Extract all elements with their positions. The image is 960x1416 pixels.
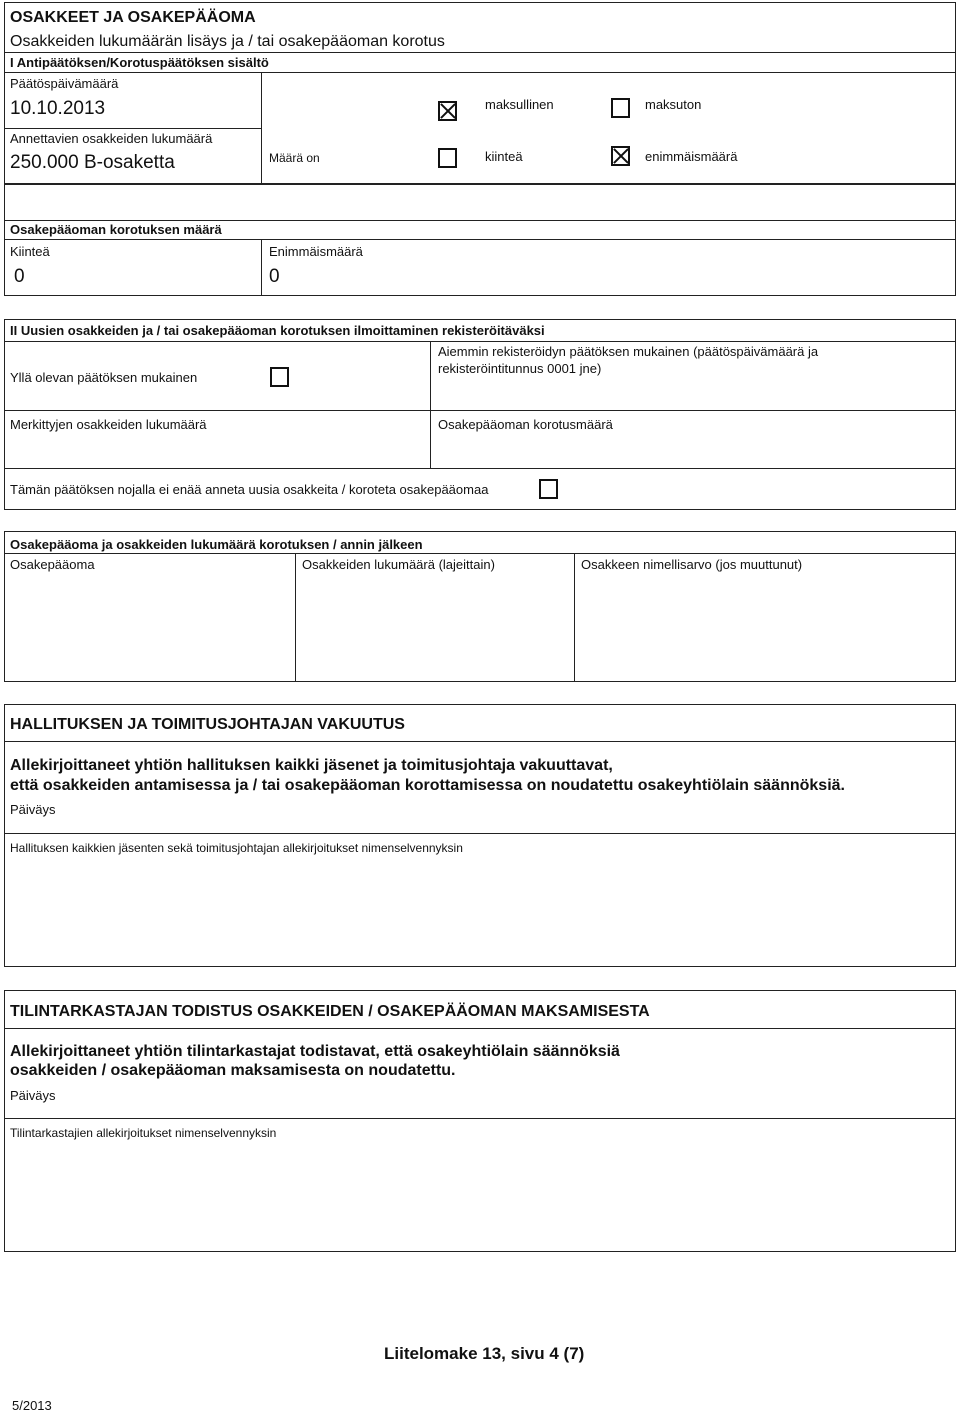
auditor-signatures-label: Tilintarkastajien allekirjoitukset nimenselvennyksin xyxy=(10,1126,277,1140)
board-text-line2: että osakkeiden antamisessa ja / tai osakepääoman korottamisessa on noudatettu osakeyhtiölain säännöksiä. xyxy=(10,777,845,794)
part-heading: I Antipäätöksen/Korotuspäätöksen sisältö xyxy=(10,55,269,70)
board-text-line1: Allekirjoittaneet yhtiön hallituksen kaikki jäsenet ja toimitusjohtaja vakuuttavat, xyxy=(10,757,613,774)
form-version: 5/2013 xyxy=(12,1398,52,1413)
divider xyxy=(4,833,956,834)
decision-date-value[interactable]: 10.10.2013 xyxy=(10,98,106,119)
capital-max-value[interactable]: 0 xyxy=(269,266,280,287)
auditor-heading: TILINTARKASTAJAN TODISTUS OSAKKEIDEN / OSAKEPÄÄOMAN MAKSAMISESTA xyxy=(10,1003,650,1020)
capital-fixed-value[interactable]: 0 xyxy=(14,266,25,287)
divider xyxy=(430,341,431,468)
board-heading: HALLITUKSEN JA TOIMITUSJOHTAJAN VAKUUTUS xyxy=(10,716,405,733)
divider xyxy=(4,128,261,129)
section-subtitle: Osakkeiden lukumäärän lisäys ja / tai osakepääoman korotus xyxy=(10,33,445,50)
divider xyxy=(4,72,956,73)
divider xyxy=(295,553,296,682)
earlier-decision-line1: Aiemmin rekisteröidyn päätöksen mukainen (päätöspäivämäärä ja xyxy=(438,344,819,359)
section-auditor-certificate xyxy=(4,990,956,1252)
auditor-text-line2: osakkeiden / osakepääoman maksamisesta on noudatettu. xyxy=(10,1062,456,1079)
section-board-declaration xyxy=(4,704,956,967)
registration-heading: II Uusien osakkeiden ja / tai osakepääoman korotuksen ilmoittaminen rekisteröitäväksi xyxy=(10,323,545,338)
max-checkbox[interactable] xyxy=(611,146,630,166)
divider xyxy=(4,220,956,221)
board-date-label: Päiväys xyxy=(10,802,56,817)
divider xyxy=(4,52,956,53)
divider xyxy=(4,468,956,469)
page-label: Liitelomake 13, sivu 4 (7) xyxy=(384,1344,585,1363)
col-share-count: Osakkeiden lukumäärä (lajeittain) xyxy=(302,557,495,572)
divider xyxy=(4,553,956,554)
above-decision-label: Yllä olevan päätöksen mukainen xyxy=(10,370,198,385)
auditor-text-line1: Allekirjoittaneet yhtiön tilintarkastajat todistavat, että osakeyhtiölain säännöksiä xyxy=(10,1043,620,1060)
capital-increase-heading: Osakepääoman korotuksen määrä xyxy=(10,222,222,237)
divider xyxy=(261,72,262,184)
divider xyxy=(4,1118,956,1119)
shares-count-label: Annettavien osakkeiden lukumäärä xyxy=(10,131,213,146)
paid-label: maksullinen xyxy=(485,97,554,112)
board-signatures-label: Hallituksen kaikkien jäsenten sekä toimitusjohtajan allekirjoitukset nimenselvennyksin xyxy=(10,841,463,855)
auditor-date-label: Päiväys xyxy=(10,1088,56,1103)
divider xyxy=(4,1028,956,1029)
free-checkbox[interactable] xyxy=(611,98,630,118)
capital-fixed-label: Kiinteä xyxy=(10,244,50,259)
fixed-label: kiinteä xyxy=(485,149,523,164)
divider xyxy=(4,239,956,240)
divider xyxy=(4,341,956,342)
section-title: OSAKKEET JA OSAKEPÄÄOMA xyxy=(10,9,256,26)
divider xyxy=(4,410,956,411)
max-label: enimmäismäärä xyxy=(645,149,738,164)
free-label: maksuton xyxy=(645,97,702,112)
after-increase-heading: Osakepääoma ja osakkeiden lukumäärä korotuksen / annin jälkeen xyxy=(10,537,423,552)
fixed-checkbox[interactable] xyxy=(438,148,457,168)
divider xyxy=(4,741,956,742)
above-decision-checkbox[interactable] xyxy=(270,367,289,387)
divider xyxy=(574,553,575,682)
divider xyxy=(261,239,262,296)
capital-max-label: Enimmäismäärä xyxy=(269,244,363,259)
no-more-checkbox[interactable] xyxy=(539,479,558,499)
no-more-label: Tämän päätöksen nojalla ei enää anneta uusia osakkeita / koroteta osakepääomaa xyxy=(10,482,489,497)
shares-count-value[interactable]: 250.000 B-osaketta xyxy=(10,152,175,173)
paid-checkbox[interactable] xyxy=(438,101,457,121)
subscribed-label: Merkittyjen osakkeiden lukumäärä xyxy=(10,417,207,432)
capital-increase-box xyxy=(4,184,956,296)
col-nominal-value: Osakkeen nimellisarvo (jos muuttunut) xyxy=(581,557,803,572)
earlier-decision-line2: rekisteröintitunnus 0001 jne) xyxy=(438,361,602,376)
increase-amount-label: Osakepääoman korotusmäärä xyxy=(438,417,613,432)
col-capital: Osakepääoma xyxy=(10,557,95,572)
decision-date-label: Päätöspäivämäärä xyxy=(10,76,119,91)
amount-is-label: Määrä on xyxy=(269,151,320,165)
